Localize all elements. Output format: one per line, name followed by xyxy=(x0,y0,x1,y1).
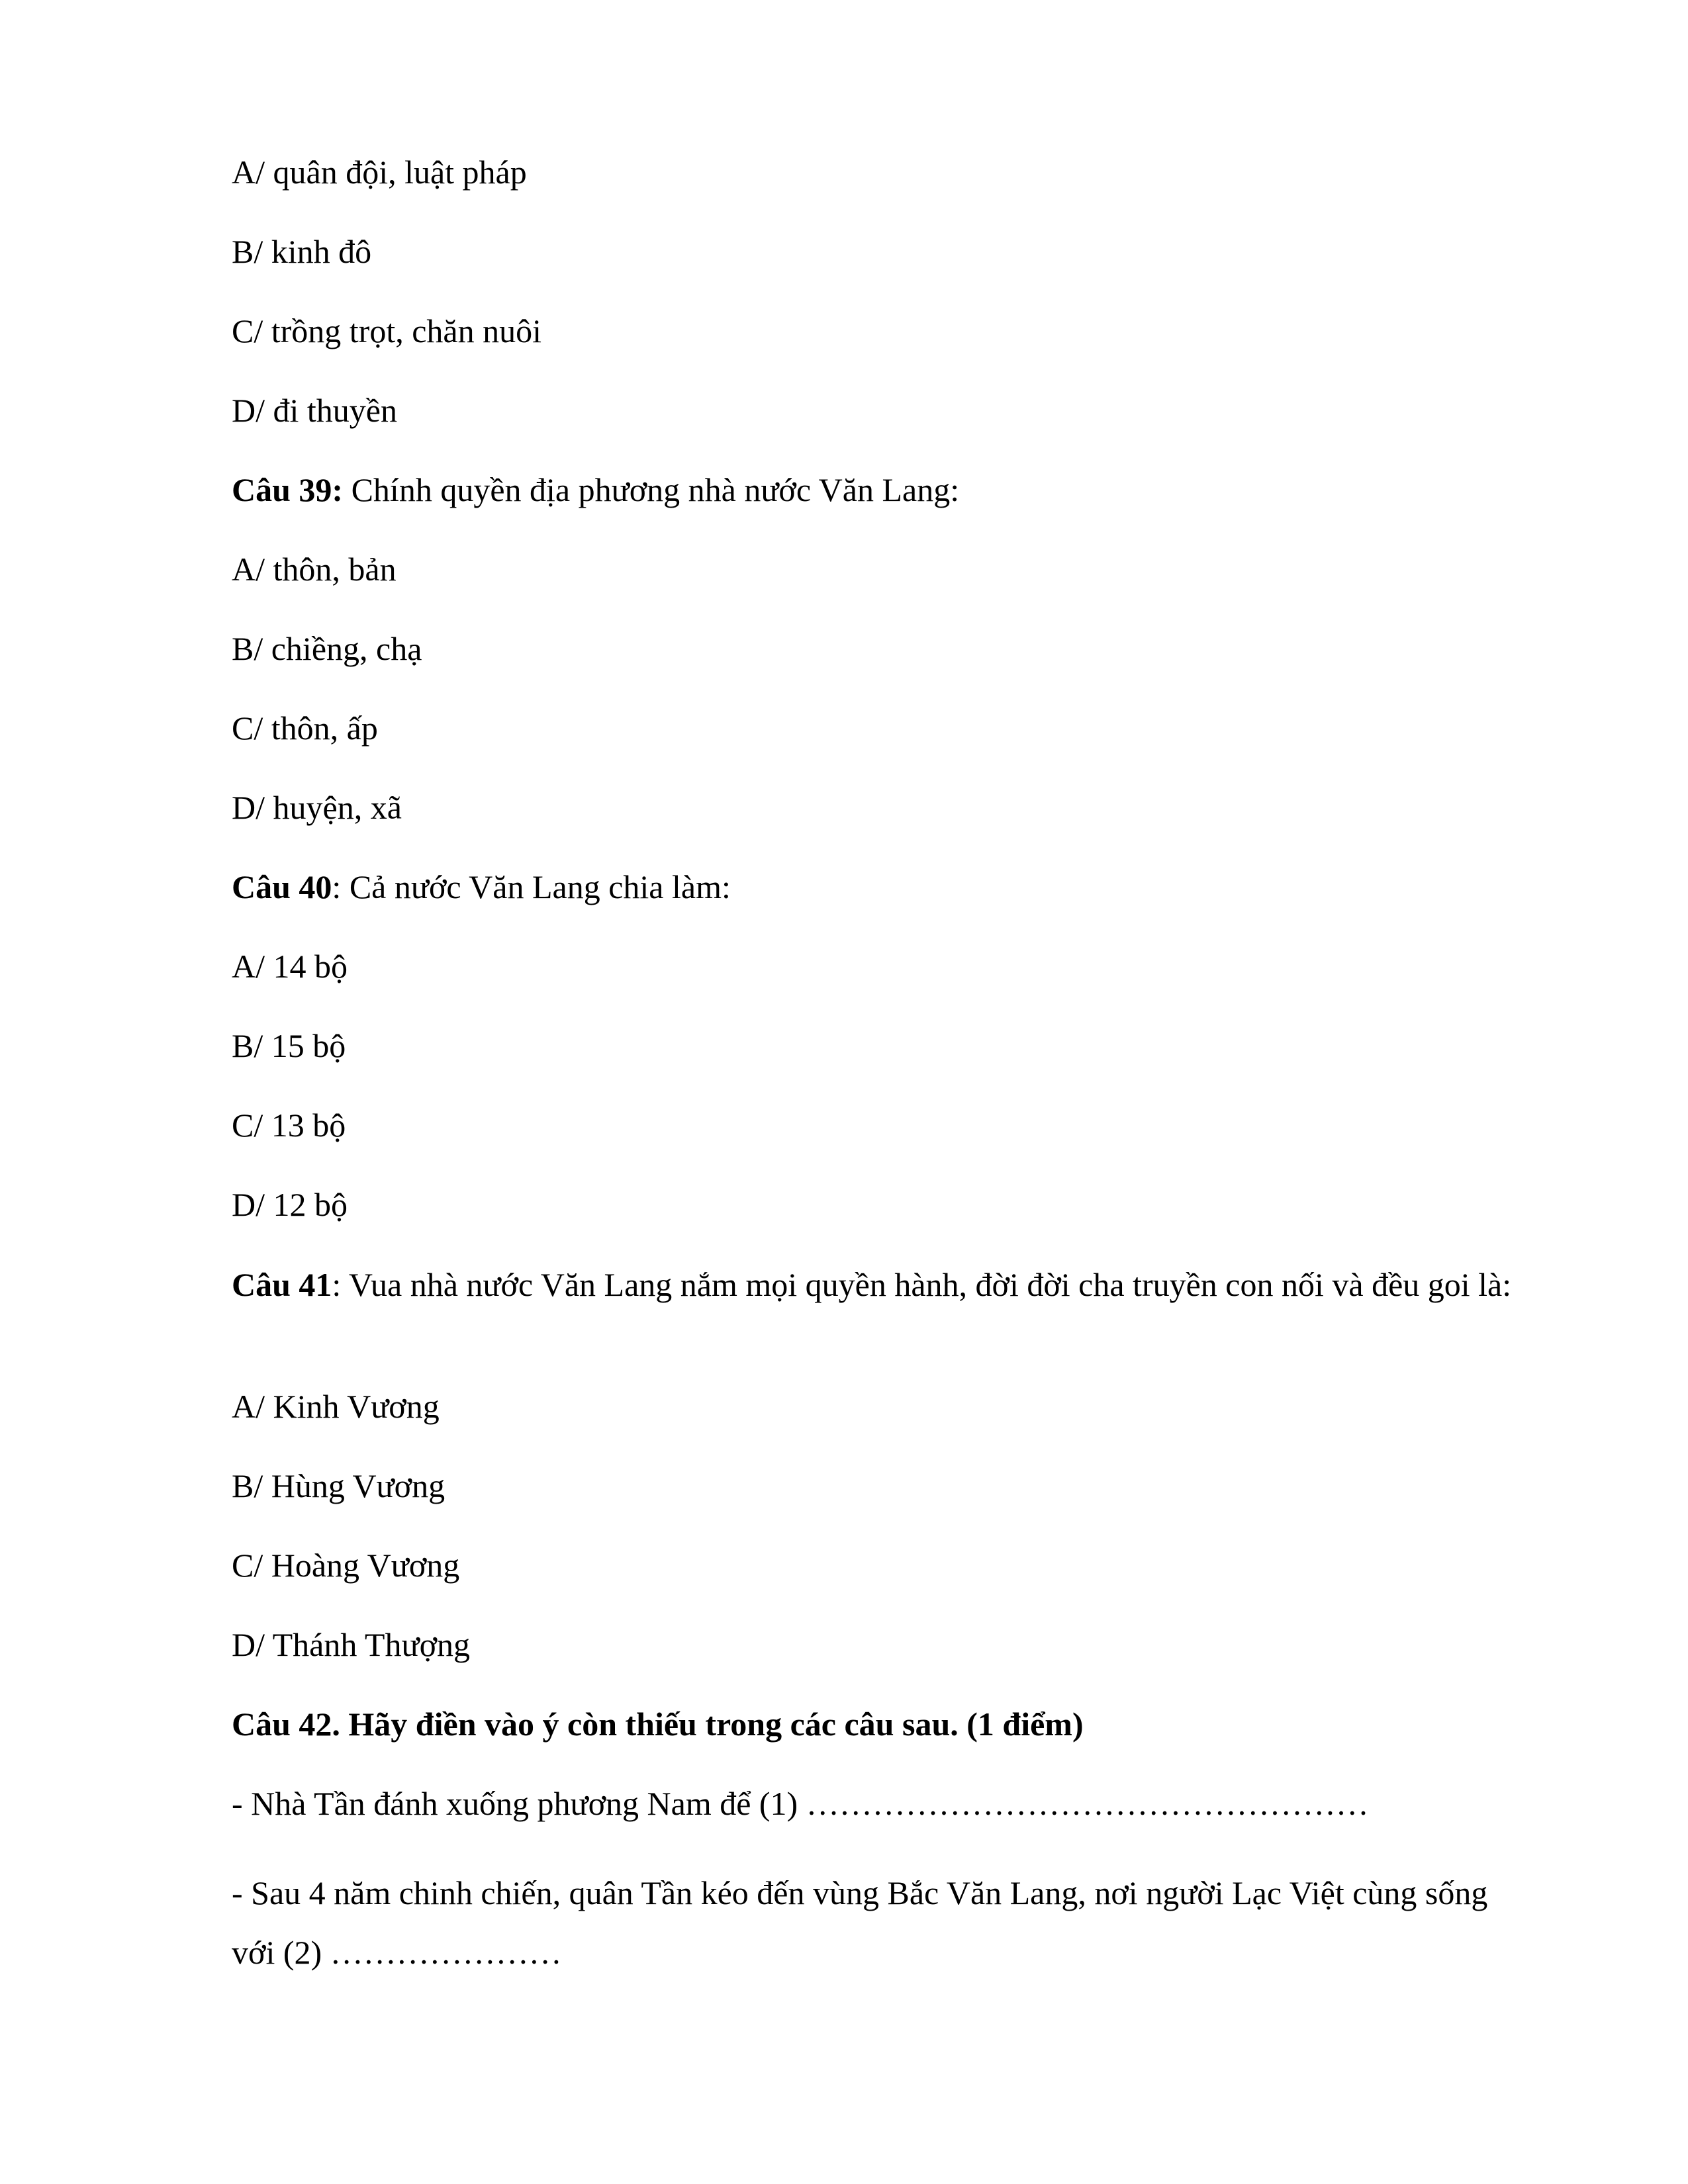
q41-option-c: C/ Hoàng Vương xyxy=(232,1547,460,1584)
q39-option-b: B/ chiềng, chạ xyxy=(232,630,422,667)
q42-line-1: - Nhà Tần đánh xuống phương Nam để (1) …………………………………………… xyxy=(232,1785,1369,1822)
q40-option-a: A/ 14 bộ xyxy=(232,948,348,985)
q40-label: Câu 40 xyxy=(232,868,332,905)
q41-label: Câu 41 xyxy=(232,1266,332,1303)
q38-option-b: B/ kinh đô xyxy=(232,233,372,270)
q39-option-a: A/ thôn, bản xyxy=(232,551,397,588)
q42-line-2: - Sau 4 năm chinh chiến, quân Tần kéo đến vùng Bắc Văn Lang, nơi người Lạc Việt cùng sống với (2) ………………… xyxy=(232,1874,1488,1971)
q39-question xyxy=(232,470,1523,510)
q39-option-c: C/ thôn, ấp xyxy=(232,709,378,747)
q41-text: : Vua nhà nước Văn Lang nắm mọi quyền hành, đời đời cha truyền con nối và đều goi là: xyxy=(332,1266,1512,1303)
q39-option-d: D/ huyện, xã xyxy=(232,789,402,826)
q40-question xyxy=(232,867,1523,907)
q40-text: : Cả nước Văn Lang chia làm: xyxy=(332,868,731,905)
q38-option-a: A/ quân đội, luật pháp xyxy=(232,154,527,191)
q41-option-d: D/ Thánh Thượng xyxy=(232,1626,471,1663)
q41-option-b: B/ Hùng Vương xyxy=(232,1467,445,1504)
q40-option-b: B/ 15 bộ xyxy=(232,1027,346,1064)
q38-option-d: D/ đi thuyền xyxy=(232,392,397,429)
q40-option-d: D/ 12 bộ xyxy=(232,1186,348,1223)
q39-label: Câu 39: xyxy=(232,471,344,508)
q39-text: Chính quyền địa phương nhà nước Văn Lang: xyxy=(343,471,960,508)
q38-option-c: C/ trồng trọt, chăn nuôi xyxy=(232,312,541,349)
q41-option-a: A/ Kinh Vương xyxy=(232,1388,440,1425)
q41-question xyxy=(232,1264,1523,1305)
q42-title: Câu 42. Hãy điền vào ý còn thiếu trong các câu sau. (1 điểm) xyxy=(232,1706,1084,1743)
q40-option-c: C/ 13 bộ xyxy=(232,1107,346,1144)
